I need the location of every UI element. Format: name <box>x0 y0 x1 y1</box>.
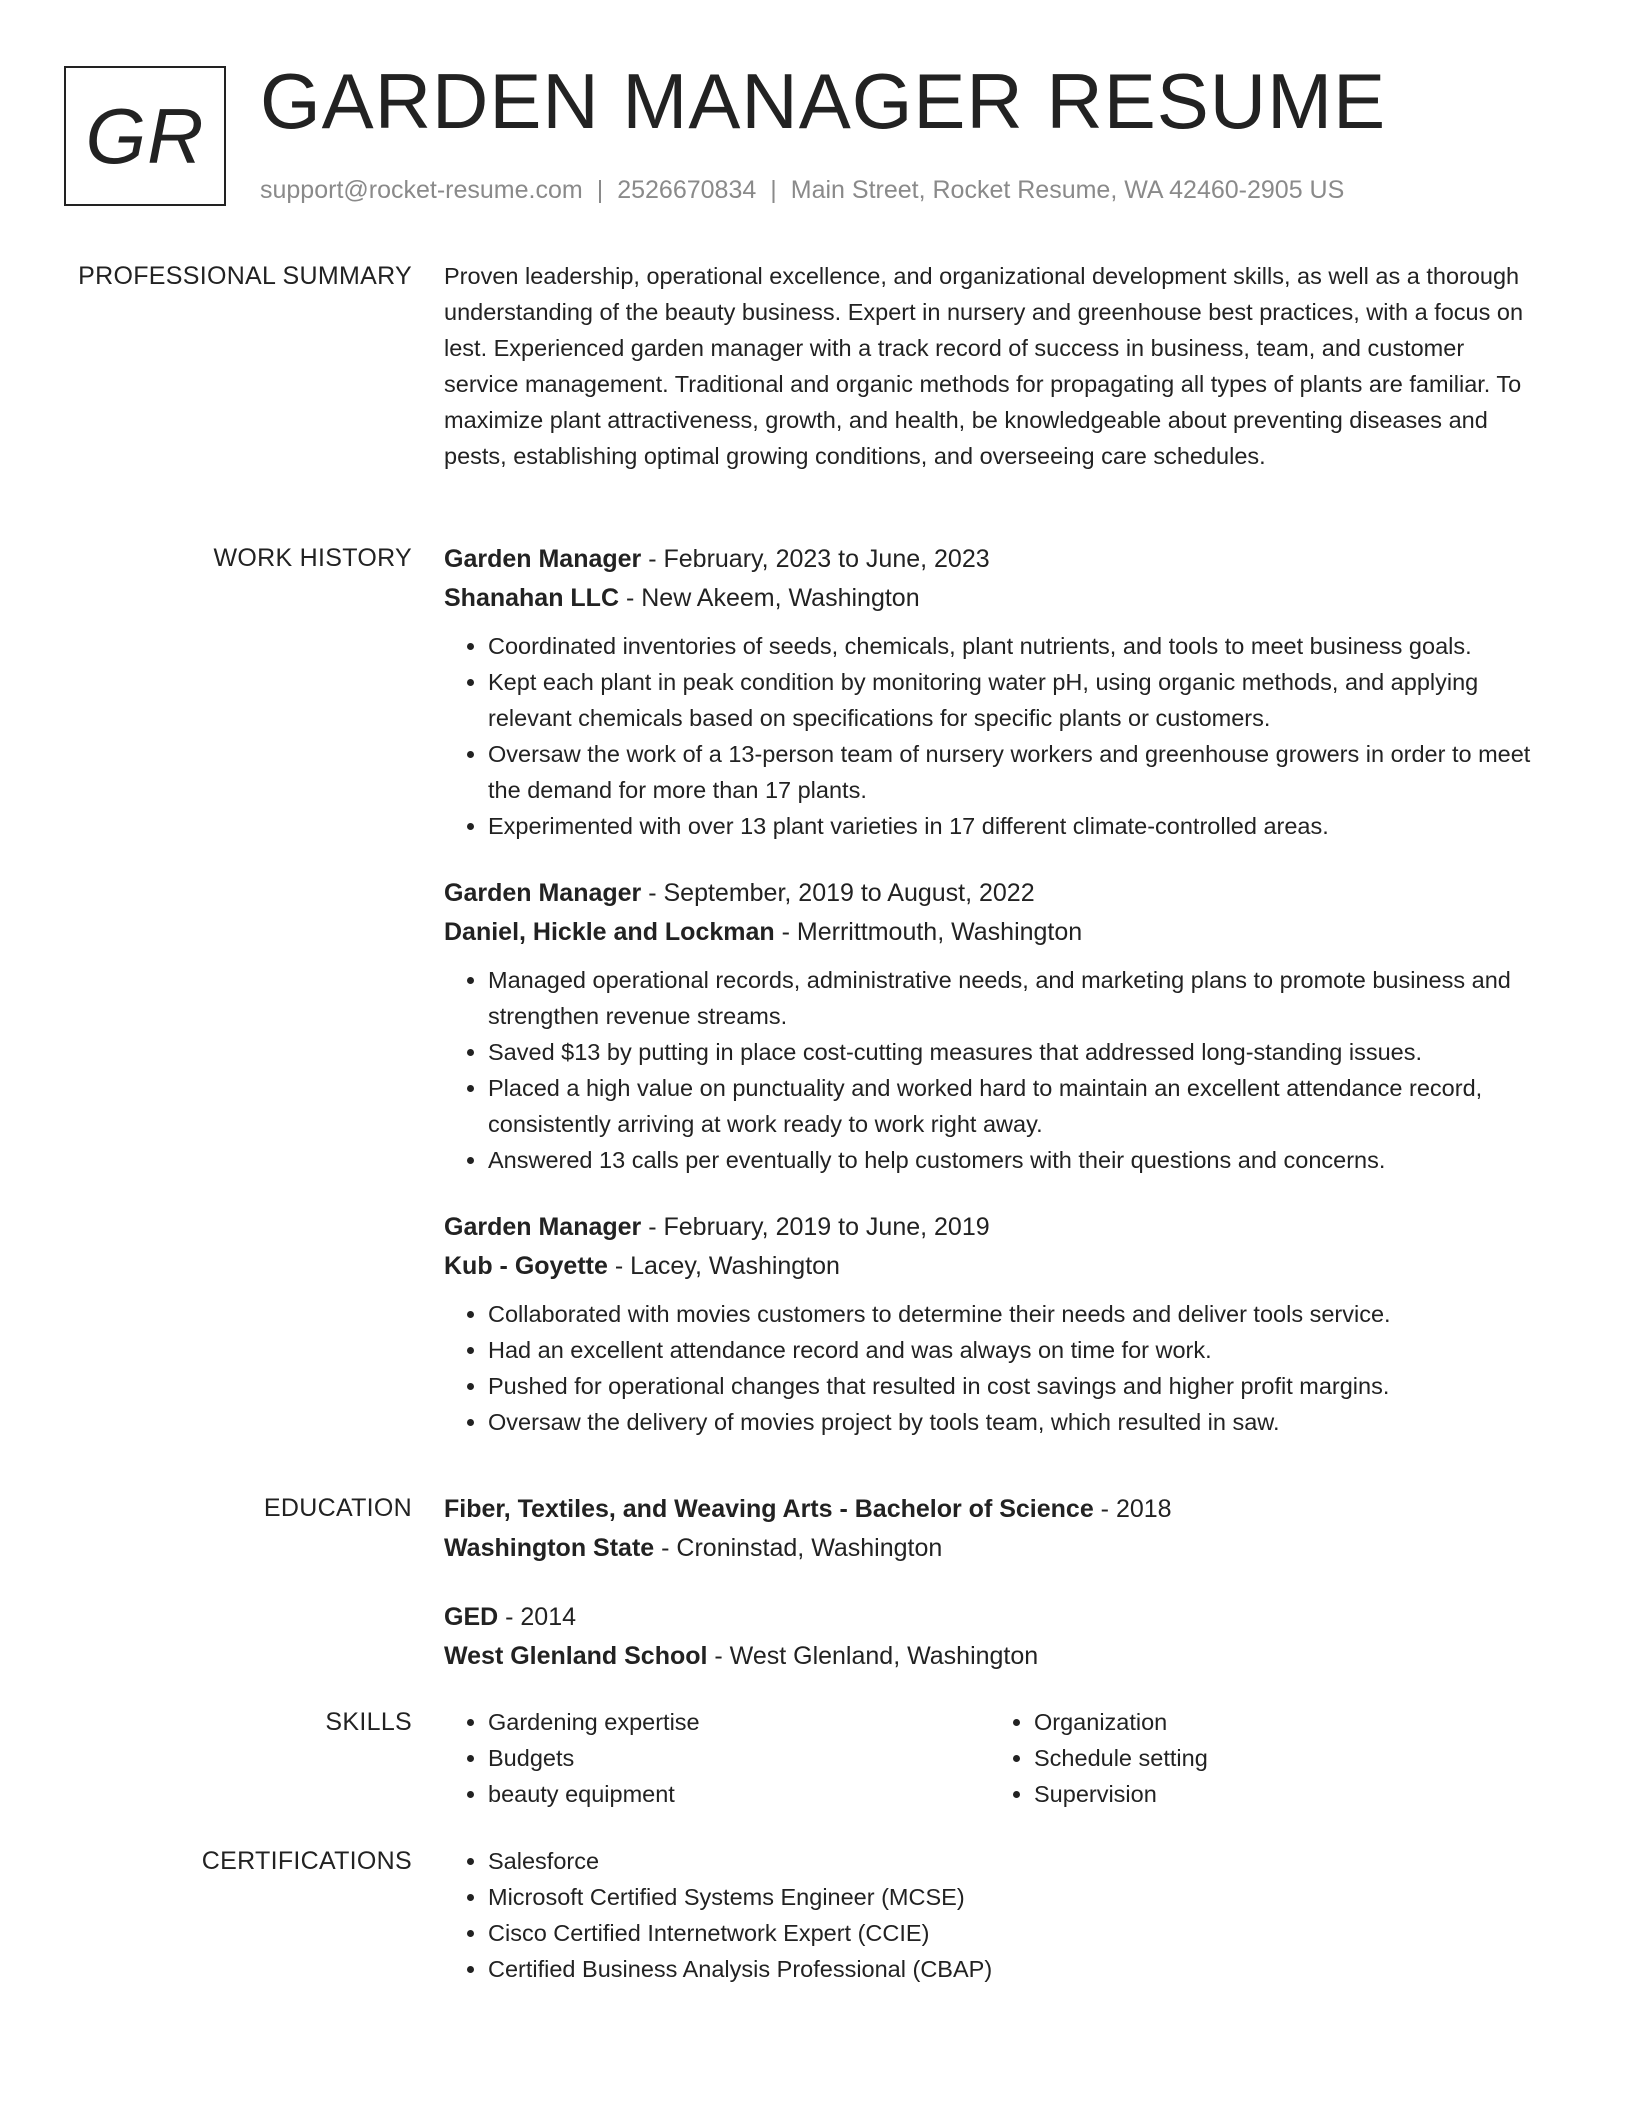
certifications-list <box>444 1843 1534 1987</box>
skills-body <box>444 1704 1534 1812</box>
job-bullet: • Oversaw the delivery of movies project by tools team, which resulted in saw. <box>488 1404 1534 1440</box>
monogram-initials: GR <box>85 91 205 180</box>
job-title: Garden Manager <box>444 1213 642 1241</box>
degree-line <box>444 1490 1534 1529</box>
school-line <box>444 1529 1534 1568</box>
skill-item: • Schedule setting <box>1034 1740 1536 1776</box>
section-heading-skills: SKILLS <box>325 1708 412 1736</box>
skill-item: • Supervision <box>1034 1776 1536 1812</box>
skill-item: • Budgets <box>488 1740 990 1776</box>
contact-email[interactable]: support@rocket-resume.com <box>260 176 583 204</box>
job-bullet: • Oversaw the work of a 13-person team of nursery workers and greenhouse growers in order to meet the demand for more than 17 plants. <box>488 736 1534 808</box>
job-dates: - February, 2019 to June, 2019 <box>641 1213 990 1241</box>
job-company: Shanahan LLC <box>444 584 620 612</box>
job-company: Daniel, Hickle and Lockman <box>444 918 775 946</box>
certifications-body <box>444 1843 1534 1987</box>
contact-separator: | <box>596 176 604 204</box>
section-heading-education: EDUCATION <box>263 1494 412 1522</box>
job-entry <box>444 540 1534 844</box>
section-heading-summary: PROFESSIONAL SUMMARY <box>78 262 412 290</box>
contact-line <box>260 172 1344 208</box>
job-title-line <box>444 540 1534 579</box>
contact-separator: | <box>770 176 777 204</box>
job-dates: - September, 2019 to August, 2022 <box>641 879 1035 907</box>
contact-phone[interactable]: 2526670834 <box>617 176 757 204</box>
job-location: - New Akeem, Washington <box>619 584 920 612</box>
school-line <box>444 1637 1534 1676</box>
job-bullet: • Answered 13 calls per eventually to help customers with their questions and concerns. <box>488 1142 1534 1178</box>
job-company: Kub - Goyette <box>444 1252 608 1280</box>
section-heading-certifications: CERTIFICATIONS <box>201 1847 412 1875</box>
school: West Glenland School <box>444 1642 708 1670</box>
certification-item: • Microsoft Certified Systems Engineer (MCSE) <box>488 1879 1534 1915</box>
job-entry <box>444 874 1534 1178</box>
job-company-line <box>444 1247 1534 1286</box>
skills-list-right <box>990 1704 1536 1812</box>
certification-item: • Salesforce <box>488 1843 1534 1879</box>
job-location: - Lacey, Washington <box>607 1252 840 1280</box>
job-title: Garden Manager <box>444 545 642 573</box>
section-heading-work: WORK HISTORY <box>213 544 412 572</box>
degree: GED <box>444 1603 499 1631</box>
monogram-box <box>64 66 226 206</box>
skill-item: • Gardening expertise <box>488 1704 990 1740</box>
education-entry <box>444 1598 1534 1676</box>
job-bullets <box>444 962 1534 1178</box>
resume-title: GARDEN MANAGER RESUME <box>260 57 1387 145</box>
summary-text: Proven leadership, operational excellence, and organizational development skills, as well as a thorough understanding of the beauty business. Expert in nursery and greenhouse best practices, with a focus on lest. Experienced garden manager with a track record of success in business, team, and customer service management. Traditional and organic methods for propagating all types of plants are familiar. To maximize plant attractiveness, growth, and health, be knowledgeable about preventing diseases and pests, establishing optimal growing conditions, and overseeing care schedules. <box>444 263 1524 469</box>
job-title-line <box>444 1208 1534 1247</box>
skill-item: • beauty equipment <box>488 1776 990 1812</box>
school-location: - West Glenland, Washington <box>707 1642 1039 1670</box>
job-entry <box>444 1208 1534 1440</box>
certification-item: • Cisco Certified Internetwork Expert (CCIE) <box>488 1915 1534 1951</box>
job-bullet: • Managed operational records, administrative needs, and marketing plans to promote business and strengthen revenue streams. <box>488 962 1534 1034</box>
job-bullet: • Had an excellent attendance record and was always on time for work. <box>488 1332 1534 1368</box>
skills-list-left <box>444 1704 990 1812</box>
job-bullets <box>444 1296 1534 1440</box>
degree: Fiber, Textiles, and Weaving Arts - Bachelor of Science <box>444 1495 1094 1523</box>
summary-body <box>444 258 1534 474</box>
education-body <box>444 1490 1534 1706</box>
work-body <box>444 540 1534 1470</box>
job-bullet: • Collaborated with movies customers to determine their needs and deliver tools service. <box>488 1296 1534 1332</box>
job-location: - Merrittmouth, Washington <box>774 918 1083 946</box>
job-bullet: • Placed a high value on punctuality and worked hard to maintain an excellent attendance record, consistently arriving at work ready to work right away. <box>488 1070 1534 1142</box>
job-bullet: • Kept each plant in peak condition by monitoring water pH, using organic methods, and applying relevant chemicals based on specifications for specific plants or customers. <box>488 664 1534 736</box>
job-bullet: • Coordinated inventories of seeds, chemicals, plant nutrients, and tools to meet business goals. <box>488 628 1534 664</box>
contact-address: Main Street, Rocket Resume, WA 42460-2905 US <box>790 176 1345 204</box>
degree-line <box>444 1598 1534 1637</box>
job-bullet: • Saved $13 by putting in place cost-cutting measures that addressed long-standing issues. <box>488 1034 1534 1070</box>
job-company-line <box>444 579 1534 618</box>
job-title-line <box>444 874 1534 913</box>
job-bullet: • Pushed for operational changes that resulted in cost savings and higher profit margins. <box>488 1368 1534 1404</box>
school-location: - Croninstad, Washington <box>654 1534 943 1562</box>
education-entry <box>444 1490 1534 1568</box>
job-bullet: • Experimented with over 13 plant varieties in 17 different climate-controlled areas. <box>488 808 1534 844</box>
job-title: Garden Manager <box>444 879 642 907</box>
degree-year: - 2014 <box>498 1603 577 1631</box>
skills-grid <box>444 1704 1534 1812</box>
job-dates: - February, 2023 to June, 2023 <box>641 545 990 573</box>
job-bullets <box>444 628 1534 844</box>
degree-year: - 2018 <box>1093 1495 1172 1523</box>
school: Washington State <box>444 1534 655 1562</box>
job-company-line <box>444 913 1534 952</box>
certification-item: • Certified Business Analysis Professional (CBAP) <box>488 1951 1534 1987</box>
skill-item: • Organization <box>1034 1704 1536 1740</box>
